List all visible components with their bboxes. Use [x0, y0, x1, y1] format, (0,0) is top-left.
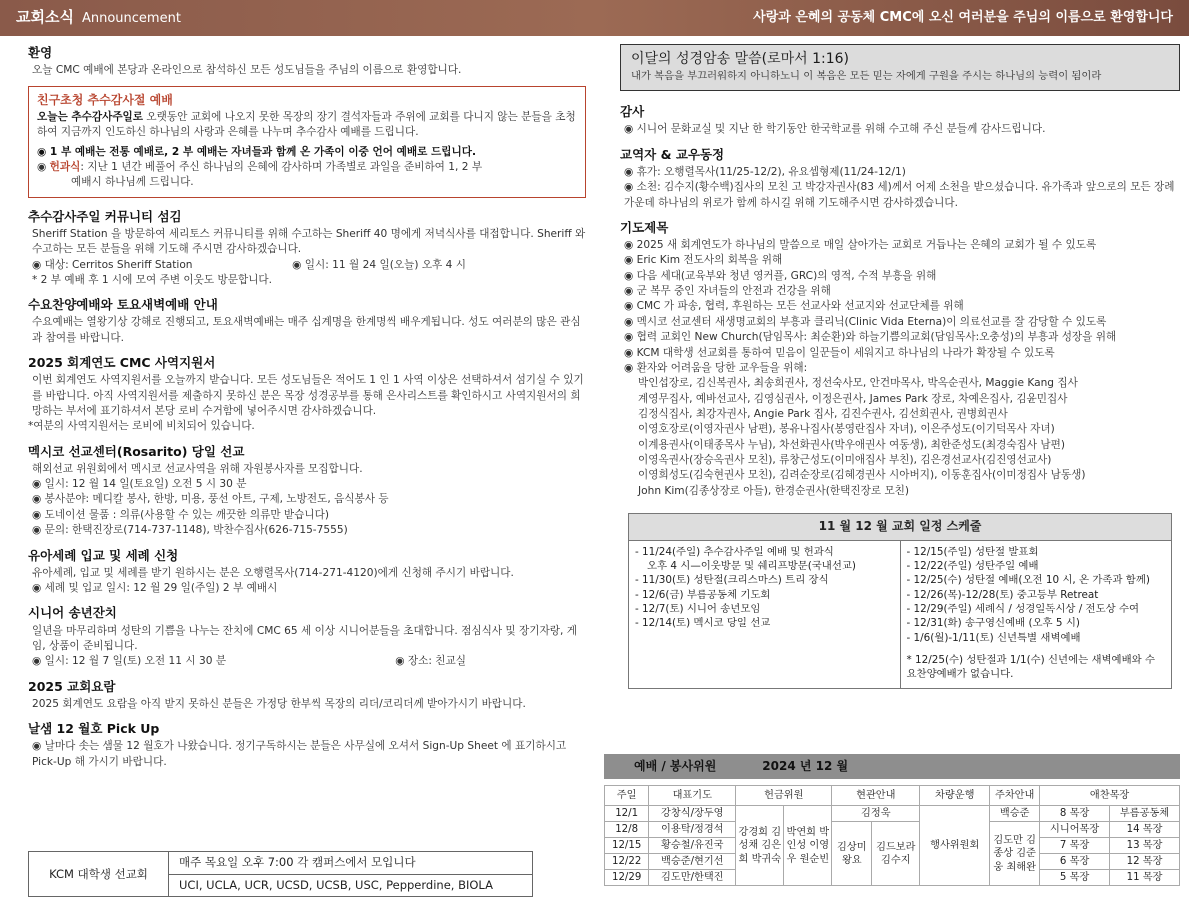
thanks-section [620, 103, 1180, 137]
directory-heading: 2025 교회요람 [28, 678, 116, 694]
patient-line: 이영호장로(이영자권사 남편), 봉유나집사(봉영란집사 자녀), 이은주성도(이기덕목사 자녀) [638, 423, 1055, 436]
schedule-item: - 11/30(토) 성탄절(크리스마스) 트리 장식 [635, 574, 829, 587]
invite-heading: 친구초청 추수감사절 예배 [37, 93, 173, 108]
schedule-note: * 12/25(수) 성탄절과 1/1(수) 신년에는 새벽예배와 수요찬양예배가 없습니다. [906, 654, 1155, 681]
prayer-item: ◉ KCM 대학생 선교회를 통하여 믿음이 일꾼들이 세워지고 하나님의 나라가 확장될 수 있도록 [620, 346, 1180, 361]
schedule-item: - 12/7(토) 시니어 송년모임 [635, 602, 761, 615]
mission-section [28, 354, 586, 435]
schedule-item: - 12/15(주일) 성탄절 발표회 [906, 545, 1039, 558]
verse-title: 이달의 성경암송 말씀(로마서 1:16) [631, 51, 850, 67]
offering-label: 헌과식 [49, 160, 81, 173]
senior-section [28, 604, 586, 669]
kcm-name: KCM 대학생 선교회 [29, 852, 169, 896]
kcm-box [28, 851, 533, 897]
table-row [605, 806, 1180, 822]
patient-line: 박인섭장로, 김신복권사, 최송희권사, 정선숙사모, 안건마목사, 박옥순권사, Maggie Kang 집사 [638, 377, 1078, 390]
patient-list [620, 376, 1180, 499]
schedule-box [628, 513, 1172, 689]
prayer-cell: 황승철/유진국 [649, 838, 736, 854]
patient-line: 김정식집사, 최강자권사, Angie Park 집사, 김진수권사, 김선희권사, 권병희권사 [638, 407, 1008, 420]
col-header: 헌금위원 [736, 786, 832, 806]
patient-line: 이영희성도(김숙현권사 모친), 김려순장로(김혜경권사 시아버지), 이동훈집사(이미정집사 남동생) [638, 469, 1086, 482]
meal-cell: 6 목장 [1040, 854, 1110, 870]
prayer-item: ◉ 다음 세대(교육부와 청년 영커플, GRC)의 영적, 수적 부흥을 위해 [620, 269, 1180, 284]
prayer-cell: 이용탁/정경석 [649, 822, 736, 838]
senior-details [28, 654, 586, 669]
prayer-item: ◉ 환자와 어려움을 당한 교우들을 위해: [620, 361, 1180, 376]
meal-cell: 14 목장 [1110, 822, 1180, 838]
schedule-item: - 12/14(토) 멕시코 당일 선교 [635, 617, 771, 630]
prayer-item: ◉ CMC 가 파송, 협력, 후원하는 모든 선교사와 선교지와 선교단체를 위해 [620, 299, 1180, 314]
title-ko: 교회소식 [16, 8, 74, 27]
mexico-item: ◉ 봉사분야: 메디칼 봉사, 한방, 미용, 풍선 아트, 구제, 노방전도, 음식봉사 등 [28, 492, 586, 507]
schedule-col-left [629, 541, 901, 688]
duty-month: 2024 년 12 월 [762, 759, 849, 773]
prayer-cell: 김도만/한택진 [649, 870, 736, 886]
sheriff-section [28, 208, 586, 289]
invite-note-2 [37, 160, 577, 175]
offering-cell-b: 박연희 박인성 이영우 원순빈 [784, 806, 832, 886]
sheriff-details [28, 258, 586, 273]
parking-cell-top: 백승준 [990, 806, 1040, 822]
prayer-section [620, 219, 1180, 499]
mexico-body: 해외선교 위원회에서 멕시코 선교사역을 위해 자원봉사자를 모집합니다. [32, 462, 363, 475]
title-en: Announcement [81, 11, 181, 27]
baptism-item: ◉ 세례 및 입교 일시: 12 월 29 일(주일) 2 부 예배시 [28, 581, 586, 596]
senior-date: ◉ 일시: 12 월 7 일(토) 오전 11 시 30 분 [28, 654, 226, 669]
duty-header [604, 754, 1180, 779]
invite-note-2-body: : 지난 1 년간 베풀어 주신 하나님의 은혜에 감사하며 가족별로 과일을 준비하여 1, 2 부 [80, 160, 483, 173]
sample-body: ◉ 날마다 솟는 샘물 12 월호가 나왔습니다. 정기구독하시는 분들은 사무실에 오셔서 Sign-Up Sheet 에 표기하시고 Pick-Up 해 가시기 바랍니다. [28, 739, 586, 770]
mexico-section [28, 443, 586, 539]
staff-section [620, 146, 1180, 211]
baptism-section [28, 547, 586, 597]
meal-cell: 13 목장 [1110, 838, 1180, 854]
driving-cell: 행사위원회 [920, 806, 990, 886]
thanks-item: ◉ 시니어 문화교실 및 지난 한 학기동안 한국학교를 위해 수고해 주신 분들께 감사드립니다. [620, 122, 1180, 137]
meal-cell: 7 목장 [1040, 838, 1110, 854]
meal-cell: 시니어목장 [1040, 822, 1110, 838]
patient-line: 이영옥권사(장승옥권사 모친), 류창근성도(이미애집사 부친), 김은경선교사(김진영선교사) [638, 454, 1052, 467]
duty-roster [604, 754, 1180, 886]
staff-item: ◉ 소천: 김수지(황수백)집사의 모친 고 박강자권사(83 세)께서 어제 소천을 받으셨습니다. 유가족과 앞으로의 모든 장례가운데 하나님의 위로가 함께 하시길 위해 기도해주시면 감사하겠습니다. [620, 180, 1180, 211]
verse-text: 내가 복음을 부끄러워하지 아니하노니 이 복음은 모든 믿는 자에게 구원을 주시는 하나님의 능력이 됨이라 [631, 70, 1102, 83]
prayer-cell: 강창식/장두영 [649, 806, 736, 822]
sample-heading: 날샘 12 월호 Pick Up [28, 721, 160, 737]
mexico-item: ◉ 일시: 12 월 14 일(토요일) 오전 5 시 30 분 [28, 477, 586, 492]
wed-heading: 수요찬양예배와 토요새벽예배 안내 [28, 297, 218, 313]
meal-cell: 12 목장 [1110, 854, 1180, 870]
baptism-heading: 유아세례 입교 및 세례 신청 [28, 547, 179, 563]
welcome-body: 오늘 CMC 예배에 본당과 온라인으로 참석하신 모든 성도님들을 주님의 이름으로 환영합니다. [32, 64, 462, 77]
staff-item: ◉ 휴가: 오행렬목사(11/25-12/2), 유요셉형제(11/24-12/1) [620, 165, 1180, 180]
directory-body: 2025 회계연도 요람을 아직 받지 못하신 분들은 가정당 한부씩 목장의 리더/코리더께 받아가시기 바랍니다. [32, 697, 526, 710]
left-column [28, 44, 586, 778]
usher-cell-a: 김상미 왕요 [832, 822, 872, 886]
directory-section [28, 678, 586, 712]
staff-heading: 교역자 & 교우동정 [620, 146, 725, 162]
schedule-item: - 12/31(화) 송구영신예배 (오후 5 시) [906, 617, 1080, 630]
meal-cell: 부름공동체 [1110, 806, 1180, 822]
invite-note-2-cont: 예배시 하나님께 드립니다. [71, 176, 194, 189]
schedule-item: - 12/6(금) 부름공동체 기도회 [635, 588, 771, 601]
kcm-time: 매주 목요일 오후 7:00 각 캠퍼스에서 모입니다 [169, 852, 532, 875]
duty-table [604, 785, 1180, 886]
patient-line: 계영무집사, 예바선교사, 김영심권사, 이정은권사, James Park 장로, 차예은집사, 김윤민집사 [638, 392, 1068, 405]
table-row [605, 822, 1180, 838]
prayer-cell: 백승준/현기선 [649, 854, 736, 870]
schedule-item: - 12/26(목)-12/28(토) 중고등부 Retreat [906, 588, 1099, 601]
schedule-heading: 11 월 12 월 교회 일정 스케줄 [629, 514, 1171, 540]
verse-box [620, 44, 1180, 91]
invite-note-1: ◉ 1 부 예배는 전통 예배로, 2 부 예배는 자녀들과 함께 온 가족이 이중 언어 예배로 드립니다. [37, 145, 476, 158]
prayer-item: ◉ 2025 새 회계연도가 하나님의 말씀으로 매일 살아가는 교회로 거듭나는 은혜의 교회가 될 수 있도록 [620, 238, 1180, 253]
sheriff-date: ◉ 일시: 11 월 24 일(오늘) 오후 4 시 [288, 258, 466, 273]
kcm-campuses: UCI, UCLA, UCR, UCSD, UCSB, USC, Pepperdine, BIOLA [179, 877, 493, 892]
col-header: 현관안내 [832, 786, 920, 806]
schedule-item: - 12/29(주일) 세례식 / 성경일독시상 / 전도상 수여 [906, 602, 1140, 615]
welcome-section [28, 44, 586, 78]
sample-section [28, 720, 586, 770]
senior-place: ◉ 장소: 친교실 [391, 654, 466, 669]
col-header: 대표기도 [649, 786, 736, 806]
welcome-heading: 환영 [28, 45, 53, 60]
thanks-heading: 감사 [620, 104, 645, 120]
usher-cell-top: 김정욱 [832, 806, 920, 822]
baptism-body: 유아세례, 입교 및 세례를 받기 원하시는 분은 오행렬목사(714-271-4120)에게 신청해 주시기 바랍니다. [32, 566, 514, 579]
note-bullet: ◉ [37, 160, 50, 173]
wed-body: 수요예배는 열왕기상 강해로 진행되고, 토요새벽예배는 매주 십계명을 한계명씩 배우게됩니다. 성도 여러분의 많은 관심과 참여를 바랍니다. [32, 316, 581, 344]
wed-section [28, 296, 586, 346]
senior-body: 일년을 마무리하며 성탄의 기쁨을 나누는 잔치에 CMC 65 세 이상 시니어분들을 초대합니다. 점심식사 및 장기자랑, 게임, 상품이 준비됩니다. [32, 624, 577, 652]
invite-lead: 오늘는 추수감사주일로 [37, 110, 144, 123]
schedule-columns [629, 541, 1171, 688]
duty-title: 예배 / 봉사위원 [634, 759, 717, 773]
mission-body: 이번 회계연도 사역지원서를 오늘까지 받습니다. 모든 성도님들은 적어도 1 인 1 사역 이상은 선택하셔서 섬기실 수 있기를 바랍니다. 아직 사역지원서를 제출하지 못하신 분은 목장 성경공부를 통해 은사리스트를 확인하시고 사역지원서의 희망하는 부서에 표기하셔서 본당 로비 수거함에 넣어주시면 감사하겠습니다. [32, 374, 584, 417]
meal-cell: 8 목장 [1040, 806, 1110, 822]
date-cell: 12/22 [605, 854, 649, 870]
schedule-item: 오후 4 시—이웃방문 및 쉐리프방문(국내선교) [647, 559, 856, 572]
duty-header-row [605, 786, 1180, 806]
kcm-info [169, 852, 532, 896]
col-header: 주차안내 [990, 786, 1040, 806]
mexico-item: ◉ 도네이션 물품 : 의류(사용할 수 있는 깨끗한 의류만 받습니다) [28, 508, 586, 523]
invite-body [37, 110, 577, 141]
sheriff-note: * 2 부 예배 후 1 시에 모여 주변 이웃도 방문합니다. [28, 273, 586, 288]
col-header: 애찬목장 [1040, 786, 1180, 806]
sheriff-target: ◉ 대상: Cerritos Sheriff Station [28, 258, 193, 273]
prayer-item: ◉ 멕시코 선교센터 새생명교회의 부흥과 클리닉(Clinic Vida Eterna)이 의료선교를 잘 감당할 수 있도록 [620, 315, 1180, 330]
prayer-heading: 기도제목 [620, 219, 669, 235]
parking-cell: 김도만 김종상 김준웅 최해완 [990, 822, 1040, 886]
schedule-item: - 12/22(주일) 성탄주일 예배 [906, 559, 1039, 572]
prayer-item: ◉ Eric Kim 전도사의 회복을 위해 [620, 253, 1180, 268]
mission-note: *여분의 사역지원서는 로비에 비치되어 있습니다. [28, 420, 255, 433]
invite-text: 오랫동안 교회에 나오지 못한 목장의 장기 결석자들과 주위에 교회를 다니지 않는 분들을 초청하여 지금까지 인도하신 하나님의 사랑과 은혜를 나누며 추수감사 예배를 드립니다. [37, 110, 576, 139]
meal-cell: 11 목장 [1110, 870, 1180, 886]
schedule-col-right [901, 541, 1172, 688]
right-column [620, 44, 1180, 689]
date-cell: 12/29 [605, 870, 649, 886]
offering-cell-a: 강경희 김성채 김은희 박귀숙 [736, 806, 784, 886]
schedule-item: - 1/6(월)-1/11(토) 신년특별 새벽예배 [906, 631, 1081, 644]
col-header: 주일 [605, 786, 649, 806]
welcome-tagline: 사랑과 은혜의 공동체 CMC에 오신 여러분을 주님의 이름으로 환영합니다 [753, 9, 1173, 25]
prayer-item: ◉ 군 복무 중인 자녀들의 안전과 건강을 위해 [620, 284, 1180, 299]
mission-heading: 2025 회계연도 CMC 사역지원서 [28, 355, 216, 371]
patient-line: 이계용권사(이태종목사 누님), 차선화권사(박우애권사 여동생), 최한준성도(최경숙집사 남편) [638, 438, 1066, 451]
sheriff-heading: 추수감사주일 커뮤니티 섬김 [28, 208, 182, 224]
date-cell: 12/1 [605, 806, 649, 822]
header-bar [0, 0, 1189, 36]
prayer-item: ◉ 협력 교회인 New Church(담임목사: 최순환)와 하늘기쁨의교회(담임목사:오충성)의 부흥과 성장을 위해 [620, 330, 1180, 345]
mission-note-text: 여분의 사역지원서는 로비에 비치되어 있습니다. [33, 420, 255, 433]
schedule-item: - 12/25(수) 성탄절 예배(오전 10 시, 온 가족과 함께) [906, 574, 1150, 587]
schedule-item: - 11/24(주일) 추수감사주일 예배 및 헌과식 [635, 545, 834, 558]
mexico-heading: 멕시코 선교센터(Rosarito) 당일 선교 [28, 443, 245, 459]
invite-box [28, 86, 586, 197]
mexico-item: ◉ 문의: 한택진장로(714-737-1148), 박찬수집사(626-715-7555) [28, 523, 586, 538]
senior-heading: 시니어 송년잔치 [28, 605, 117, 621]
date-cell: 12/8 [605, 822, 649, 838]
date-cell: 12/15 [605, 838, 649, 854]
patient-line: John Kim(김종상장로 아들), 한경순권사(한택진장로 모친) [638, 484, 910, 497]
meal-cell: 5 목장 [1040, 870, 1110, 886]
usher-cell-b: 김드보라 김수지 [872, 822, 920, 886]
section-title [16, 7, 181, 29]
sheriff-body: Sheriff Station 을 방문하여 세리토스 커뮤니티를 위해 수고하는 Sheriff 40 명에게 저녁식사를 대접합니다. Sheriff 와 수고하는 모든 분들을 위해 기도해 주시면 감사하겠습니다. [32, 227, 586, 256]
col-header: 차량운행 [920, 786, 990, 806]
